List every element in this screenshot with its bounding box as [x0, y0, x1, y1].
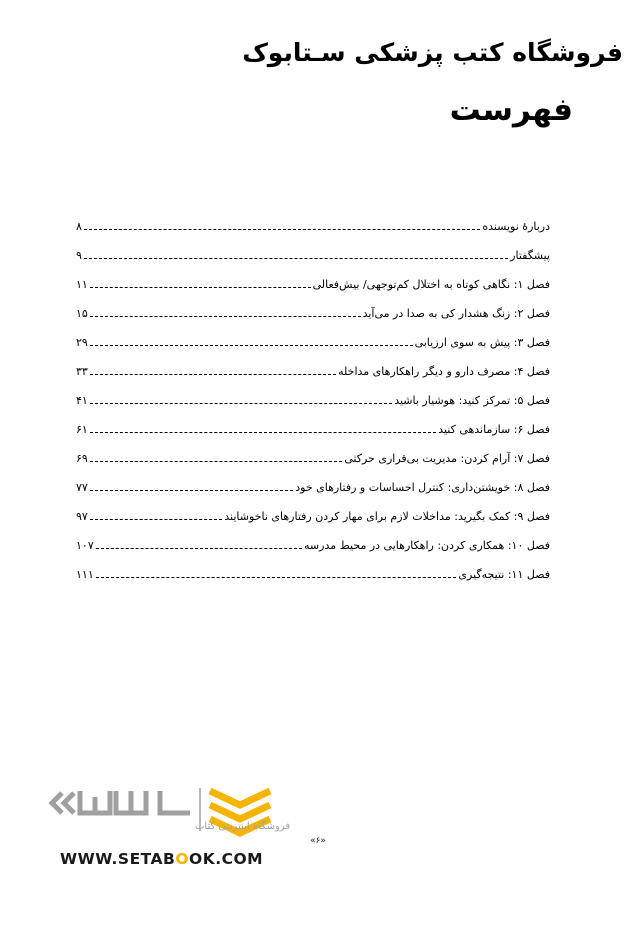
table-of-contents: [76, 210, 550, 587]
toc-entry: [76, 268, 550, 297]
toc-leader-dots: [90, 490, 293, 491]
toc-entry: [76, 210, 550, 239]
toc-entry-title: فصل ۱۱: نتیجه‌گیری: [458, 568, 550, 581]
toc-entry-title: فصل ۶: سازماندهی کنید: [438, 423, 550, 436]
toc-leader-dots: [90, 461, 342, 462]
setabook-logo-mark: [50, 783, 291, 853]
toc-entry: [76, 413, 550, 442]
toc-leader-dots: [90, 316, 361, 317]
toc-heading: فهرست: [449, 92, 573, 128]
toc-entry: [76, 500, 550, 529]
toc-entry-page: ۱۰۷: [76, 539, 94, 552]
toc-entry-page: ۹۷: [76, 510, 88, 523]
toc-entry-page: ۶۱: [76, 423, 88, 436]
toc-entry: [76, 355, 550, 384]
toc-entry-title: دربارۀ نویسنده: [482, 220, 550, 233]
toc-entry-title: فصل ۱: نگاهی کوتاه به اختلال کم‌توجهی/ بیش‌فعالی: [312, 278, 550, 291]
toc-leader-dots: [84, 258, 508, 259]
toc-entry-page: ۱۵: [76, 307, 88, 320]
toc-entry-page: ۷۷: [76, 481, 88, 494]
toc-entry-page: ۴۱: [76, 394, 88, 407]
toc-entry-title: فصل ۸: خویشتن‌داری: کنترل احساسات و رفتارهای خود: [295, 481, 550, 494]
toc-entry: [76, 558, 550, 587]
website-url: WWW.SETABOOK.COM: [60, 850, 264, 868]
toc-leader-dots: [90, 519, 222, 520]
toc-entry-page: ۱۱: [76, 278, 88, 291]
toc-entry-title: فصل ۹: کمک بگیرید: مداخلات لازم برای مهار کردن رفتارهای ناخوشایند: [224, 510, 550, 523]
toc-entry-page: ۸: [76, 220, 82, 233]
toc-entry: [76, 529, 550, 558]
toc-entry: [76, 384, 550, 413]
toc-entry: [76, 442, 550, 471]
toc-entry-title: پیشگفتار: [510, 249, 550, 262]
store-title: فروشگاه کتب پزشکی سـتابوک: [242, 38, 623, 67]
page-number: «۶»: [310, 836, 326, 846]
toc-leader-dots: [90, 374, 336, 375]
toc-entry-page: ۲۹: [76, 336, 88, 349]
toc-entry-page: ۳۳: [76, 365, 88, 378]
toc-entry-title: فصل ۵: تمرکز کنید: هوشیار باشید: [394, 394, 550, 407]
toc-entry: [76, 471, 550, 500]
toc-leader-dots: [90, 345, 413, 346]
toc-leader-dots: [90, 432, 436, 433]
toc-entry-title: فصل ۳: پیش به سوی ارزیابی: [414, 336, 550, 349]
toc-leader-dots: [90, 287, 311, 288]
toc-entry: [76, 239, 550, 268]
logo-tagline: فروشگاه اینترنتی کتاب: [195, 821, 291, 832]
toc-entry-page: ۶۹: [76, 452, 88, 465]
toc-entry: [76, 326, 550, 355]
toc-entry-title: فصل ۷: آرام کردن: مدیریت بی‌قراری حرکتی: [344, 452, 550, 465]
toc-entry-title: فصل ۱۰: همکاری کردن: راهکارهایی در محیط مدرسه: [304, 539, 550, 552]
toc-leader-dots: [96, 548, 302, 549]
toc-entry-page: ۱۱۱: [76, 568, 94, 581]
toc-leader-dots: [84, 229, 480, 230]
toc-entry-title: فصل ۴: مصرف دارو و دیگر راهکارهای مداخله: [338, 365, 550, 378]
toc-entry-title: فصل ۲: زنگ هشدار کی به صدا در می‌آید: [362, 307, 550, 320]
toc-leader-dots: [90, 403, 392, 404]
toc-entry-page: ۹: [76, 249, 82, 262]
toc-entry: [76, 297, 550, 326]
toc-leader-dots: [96, 577, 457, 578]
